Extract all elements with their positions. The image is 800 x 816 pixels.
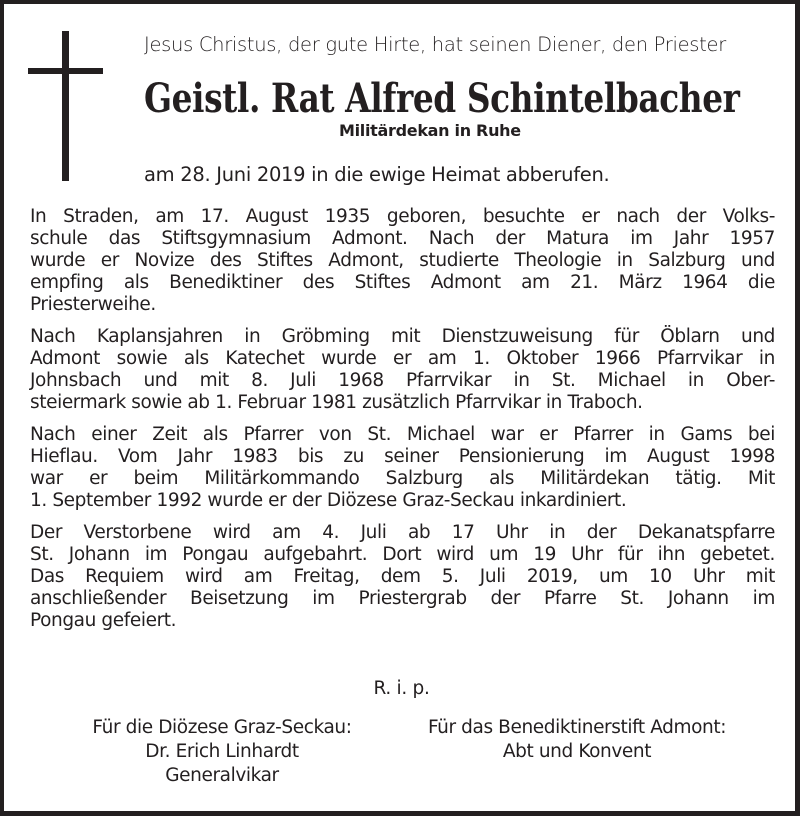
text-line: steiermark sowie ab 1. Februar 1981 zusätzlich Pfarrvikar in Traboch. <box>30 392 643 413</box>
text-line: Pongau gefeiert. <box>30 610 177 631</box>
text-line: anschließender Beisetzung im Priestergrab der Pfarre St. Johann im <box>30 588 775 609</box>
text-line: St. Johann im Pongau aufgebahrt. Dort wird um 19 Uhr für ihn gebetet. <box>30 544 775 565</box>
text-line: 1. September 1992 wurde er der Diözese Graz-Seckau inkardiniert. <box>30 490 627 511</box>
date-of-death-line: am 28. Juni 2019 in die ewige Heimat abberufen. <box>144 163 610 186</box>
signature-abbey <box>399 716 755 764</box>
deceased-name: Geistl. Rat Alfred Schintelbacher <box>144 75 740 122</box>
text-line: empfing als Benediktiner des Stiftes Admont am 21. März 1964 die <box>30 272 775 293</box>
text-line: Admont sowie als Katechet wurde er am 1. Oktober 1966 Pfarrvikar in <box>30 348 775 369</box>
signatory-role: Generalvikar <box>165 765 279 786</box>
text-line: schule das Stiftsgymnasium Admont. Nach der Matura im Jahr 1957 <box>30 228 775 249</box>
biography <box>30 206 775 642</box>
text-line: war er beim Militärkommando Salzburg als Militärdekan tätig. Mit <box>30 468 775 489</box>
signatory-name: Dr. Erich Linhardt <box>145 741 299 762</box>
rip-text: R. i. p. <box>373 678 430 699</box>
biography-paragraph <box>30 326 775 414</box>
signature-heading: Für die Diözese Graz-Seckau: <box>92 717 352 738</box>
text-line: Der Verstorbene wird am 4. Juli ab 17 Uhr in der Dekanatspfarre <box>30 522 775 543</box>
biography-paragraph <box>30 424 775 512</box>
text-line: In Straden, am 17. August 1935 geboren, besuchte er nach der Volks- <box>30 206 775 227</box>
text-line: Hieflau. Vom Jahr 1983 bis zu seiner Pensionierung im August 1998 <box>30 446 775 467</box>
funeral-details-paragraph <box>30 522 775 632</box>
intro-line: Jesus Christus, der gute Hirte, hat seinen Diener, den Priester <box>144 33 726 56</box>
signature-diocese <box>74 716 370 788</box>
text-line: Priesterweihe. <box>30 294 156 315</box>
text-line: Nach Kaplansjahren in Gröbming mit Dienstzuweisung für Öblarn und <box>30 326 775 347</box>
signatory-name: Abt und Konvent <box>502 741 652 762</box>
cross-horizontal-bar <box>28 68 103 74</box>
text-line: Nach einer Zeit als Pfarrer von St. Michael war er Pfarrer in Gams bei <box>30 424 775 445</box>
text-line: Das Requiem wird am Freitag, dem 5. Juli 2019, um 10 Uhr mit <box>30 566 775 587</box>
signature-heading: Für das Benediktinerstift Admont: <box>427 717 727 738</box>
text-line: Johnsbach und mit 8. Juli 1968 Pfarrvikar in St. Michael in Ober- <box>30 370 775 391</box>
cross-vertical-bar <box>62 31 69 181</box>
text-line: wurde er Novize des Stiftes Admont, studierte Theologie in Salzburg und <box>30 250 775 271</box>
biography-paragraph <box>30 206 775 316</box>
deceased-title: Militärdekan in Ruhe <box>339 121 521 140</box>
